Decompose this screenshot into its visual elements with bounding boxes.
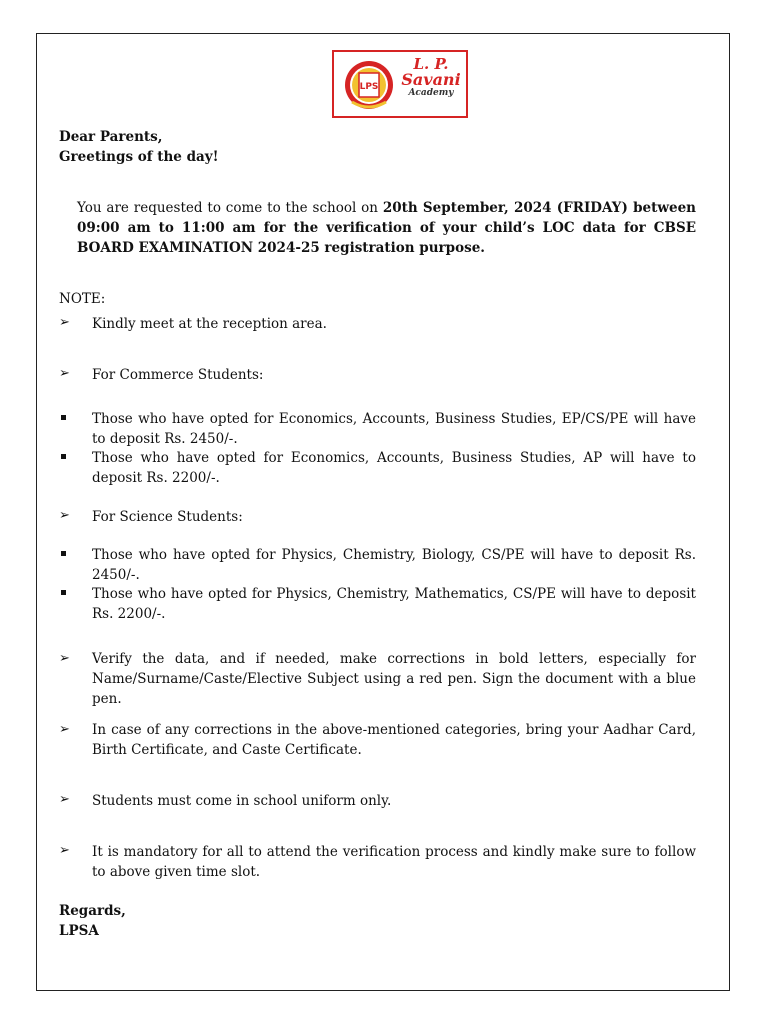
science-heading: For Science Students: <box>92 509 243 525</box>
arrow-bullet-icon: ➢ <box>59 843 70 858</box>
school-name-line3: Academy <box>408 88 454 98</box>
square-bullet-icon <box>61 454 66 459</box>
commerce-option-1: Those who have opted for Economics, Accounts, Business Studies, EP/CS/PE will have to deposit Rs. 2450/-. <box>92 411 696 447</box>
note-verify: Verify the data, and if needed, make corrections in bold letters, especially for Name/Surname/Caste/Elective Subject using a red pen. Sign the document with a blue pen. <box>92 651 696 707</box>
arrow-bullet-icon: ➢ <box>59 508 70 523</box>
closing-signature: LPSA <box>59 923 99 939</box>
science-option-1: Those who have opted for Physics, Chemistry, Biology, CS/PE will have to deposit Rs. 2450/-. <box>92 547 696 583</box>
note-corrections: In case of any corrections in the above-mentioned categories, bring your Aadhar Card, Birth Certificate, and Caste Certificate. <box>92 722 696 758</box>
arrow-bullet-icon: ➢ <box>59 792 70 807</box>
square-bullet-icon <box>61 551 66 556</box>
note-mandatory: It is mandatory for all to attend the verification process and kindly make sure to follow to above given time slot. <box>92 844 696 880</box>
closing-regards: Regards, <box>59 903 126 919</box>
arrow-bullet-icon: ➢ <box>59 366 70 381</box>
note-reception: Kindly meet at the reception area. <box>92 316 327 332</box>
school-emblem-icon <box>344 58 394 112</box>
emblem-letters: LPS <box>359 82 379 92</box>
school-name-line2: Savani <box>401 70 461 89</box>
square-bullet-icon <box>61 590 66 595</box>
school-name <box>396 56 466 99</box>
note-uniform: Students must come in school uniform only. <box>92 793 392 809</box>
science-option-2: Those who have opted for Physics, Chemistry, Mathematics, CS/PE will have to deposit Rs. 2200/-. <box>92 586 696 622</box>
school-name-line1: L. P. <box>413 55 449 73</box>
request-date-details: 20th September, 2024 (FRIDAY) between 09:00 am to 11:00 am for the verification of your child’s LOC data for CBSE BOARD EXAMINATION 2024-25 registration purpose. <box>77 200 696 256</box>
greeting-line1: Dear Parents, <box>59 129 163 145</box>
note-label: NOTE: <box>59 291 106 307</box>
arrow-bullet-icon: ➢ <box>59 722 70 737</box>
commerce-heading: For Commerce Students: <box>92 367 264 383</box>
request-intro: You are requested to come to the school on <box>77 200 383 216</box>
school-logo <box>332 50 468 118</box>
commerce-option-2: Those who have opted for Economics, Accounts, Business Studies, AP will have to deposit Rs. 2200/-. <box>92 450 696 486</box>
greeting-line2: Greetings of the day! <box>59 149 219 165</box>
request-paragraph <box>77 198 696 258</box>
arrow-bullet-icon: ➢ <box>59 651 70 666</box>
square-bullet-icon <box>61 415 66 420</box>
arrow-bullet-icon: ➢ <box>59 315 70 330</box>
